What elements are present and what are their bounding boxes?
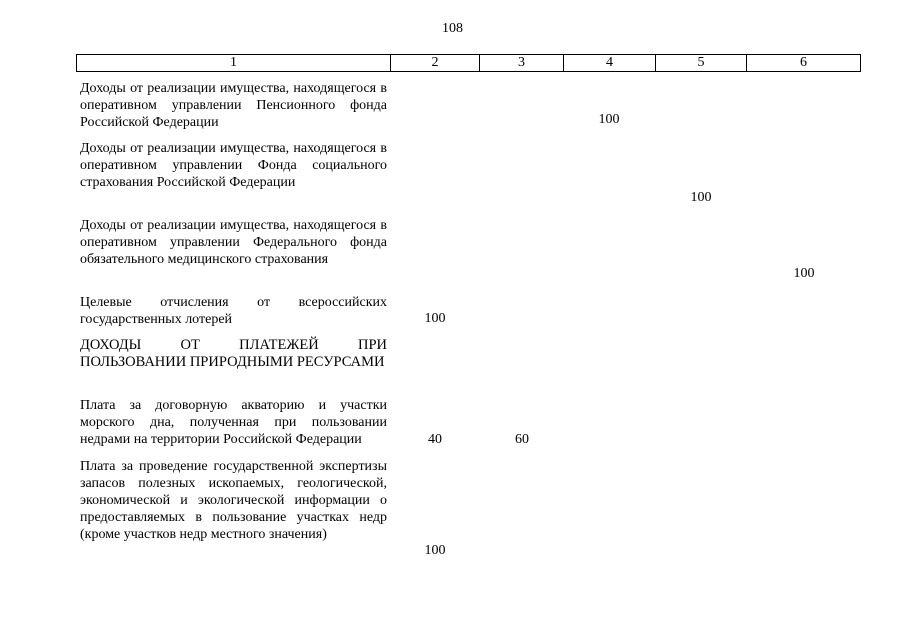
row-value-col-3: 60 xyxy=(515,432,529,447)
row-value-col-5: 100 xyxy=(690,190,712,205)
row-description: Целевые отчисления от всероссийских государственных лотерей xyxy=(80,295,387,327)
row-value-col-6: 100 xyxy=(793,266,815,281)
row-value-col-2: 100 xyxy=(424,543,446,558)
row-description: Плата за договорную акваторию и участки морского дна, полученная при пользовании недрами на территории Российской Федерации xyxy=(80,398,387,447)
row-value-col-2: 100 xyxy=(424,311,446,326)
row-description: Доходы от реализации имущества, находящегося в оперативном управлении Федерального фонда обязательного медицинского страхования xyxy=(80,218,387,267)
header-col-4: 4 xyxy=(564,55,656,71)
row-description: Плата за проведение государственной экспертизы запасов полезных ископаемых, геологической, экономической и экологической информации о предоставляемых в пользование участках недр (кроме участков недр местного значения) xyxy=(80,459,387,542)
table-row xyxy=(80,397,861,449)
header-col-2: 2 xyxy=(391,55,480,71)
row-value-col-4: 100 xyxy=(598,112,620,127)
page-number: 108 xyxy=(442,21,463,36)
header-col-6: 6 xyxy=(800,55,807,70)
row-value-col-2: 40 xyxy=(428,432,442,447)
header-col-3: 3 xyxy=(480,55,564,71)
table-row xyxy=(80,458,861,560)
table-row xyxy=(80,294,861,328)
table-header-row xyxy=(76,54,861,72)
table-row xyxy=(80,140,861,208)
table-row xyxy=(80,217,861,285)
header-col-1: 1 xyxy=(77,55,391,71)
header-col-5: 5 xyxy=(656,55,747,71)
row-description: Доходы от реализации имущества, находящегося в оперативном управлении Пенсионного фонда Российской Федерации xyxy=(80,81,387,130)
section-heading-row xyxy=(80,337,861,389)
row-description: Доходы от реализации имущества, находящегося в оперативном управлении Фонда социального страхования Российской Федерации xyxy=(80,141,387,190)
section-heading: ДОХОДЫ ОТ ПЛАТЕЖЕЙ ПРИ ПОЛЬЗОВАНИИ ПРИРОДНЫМИ РЕСУРСАМИ xyxy=(80,337,387,370)
table-row xyxy=(80,80,861,132)
